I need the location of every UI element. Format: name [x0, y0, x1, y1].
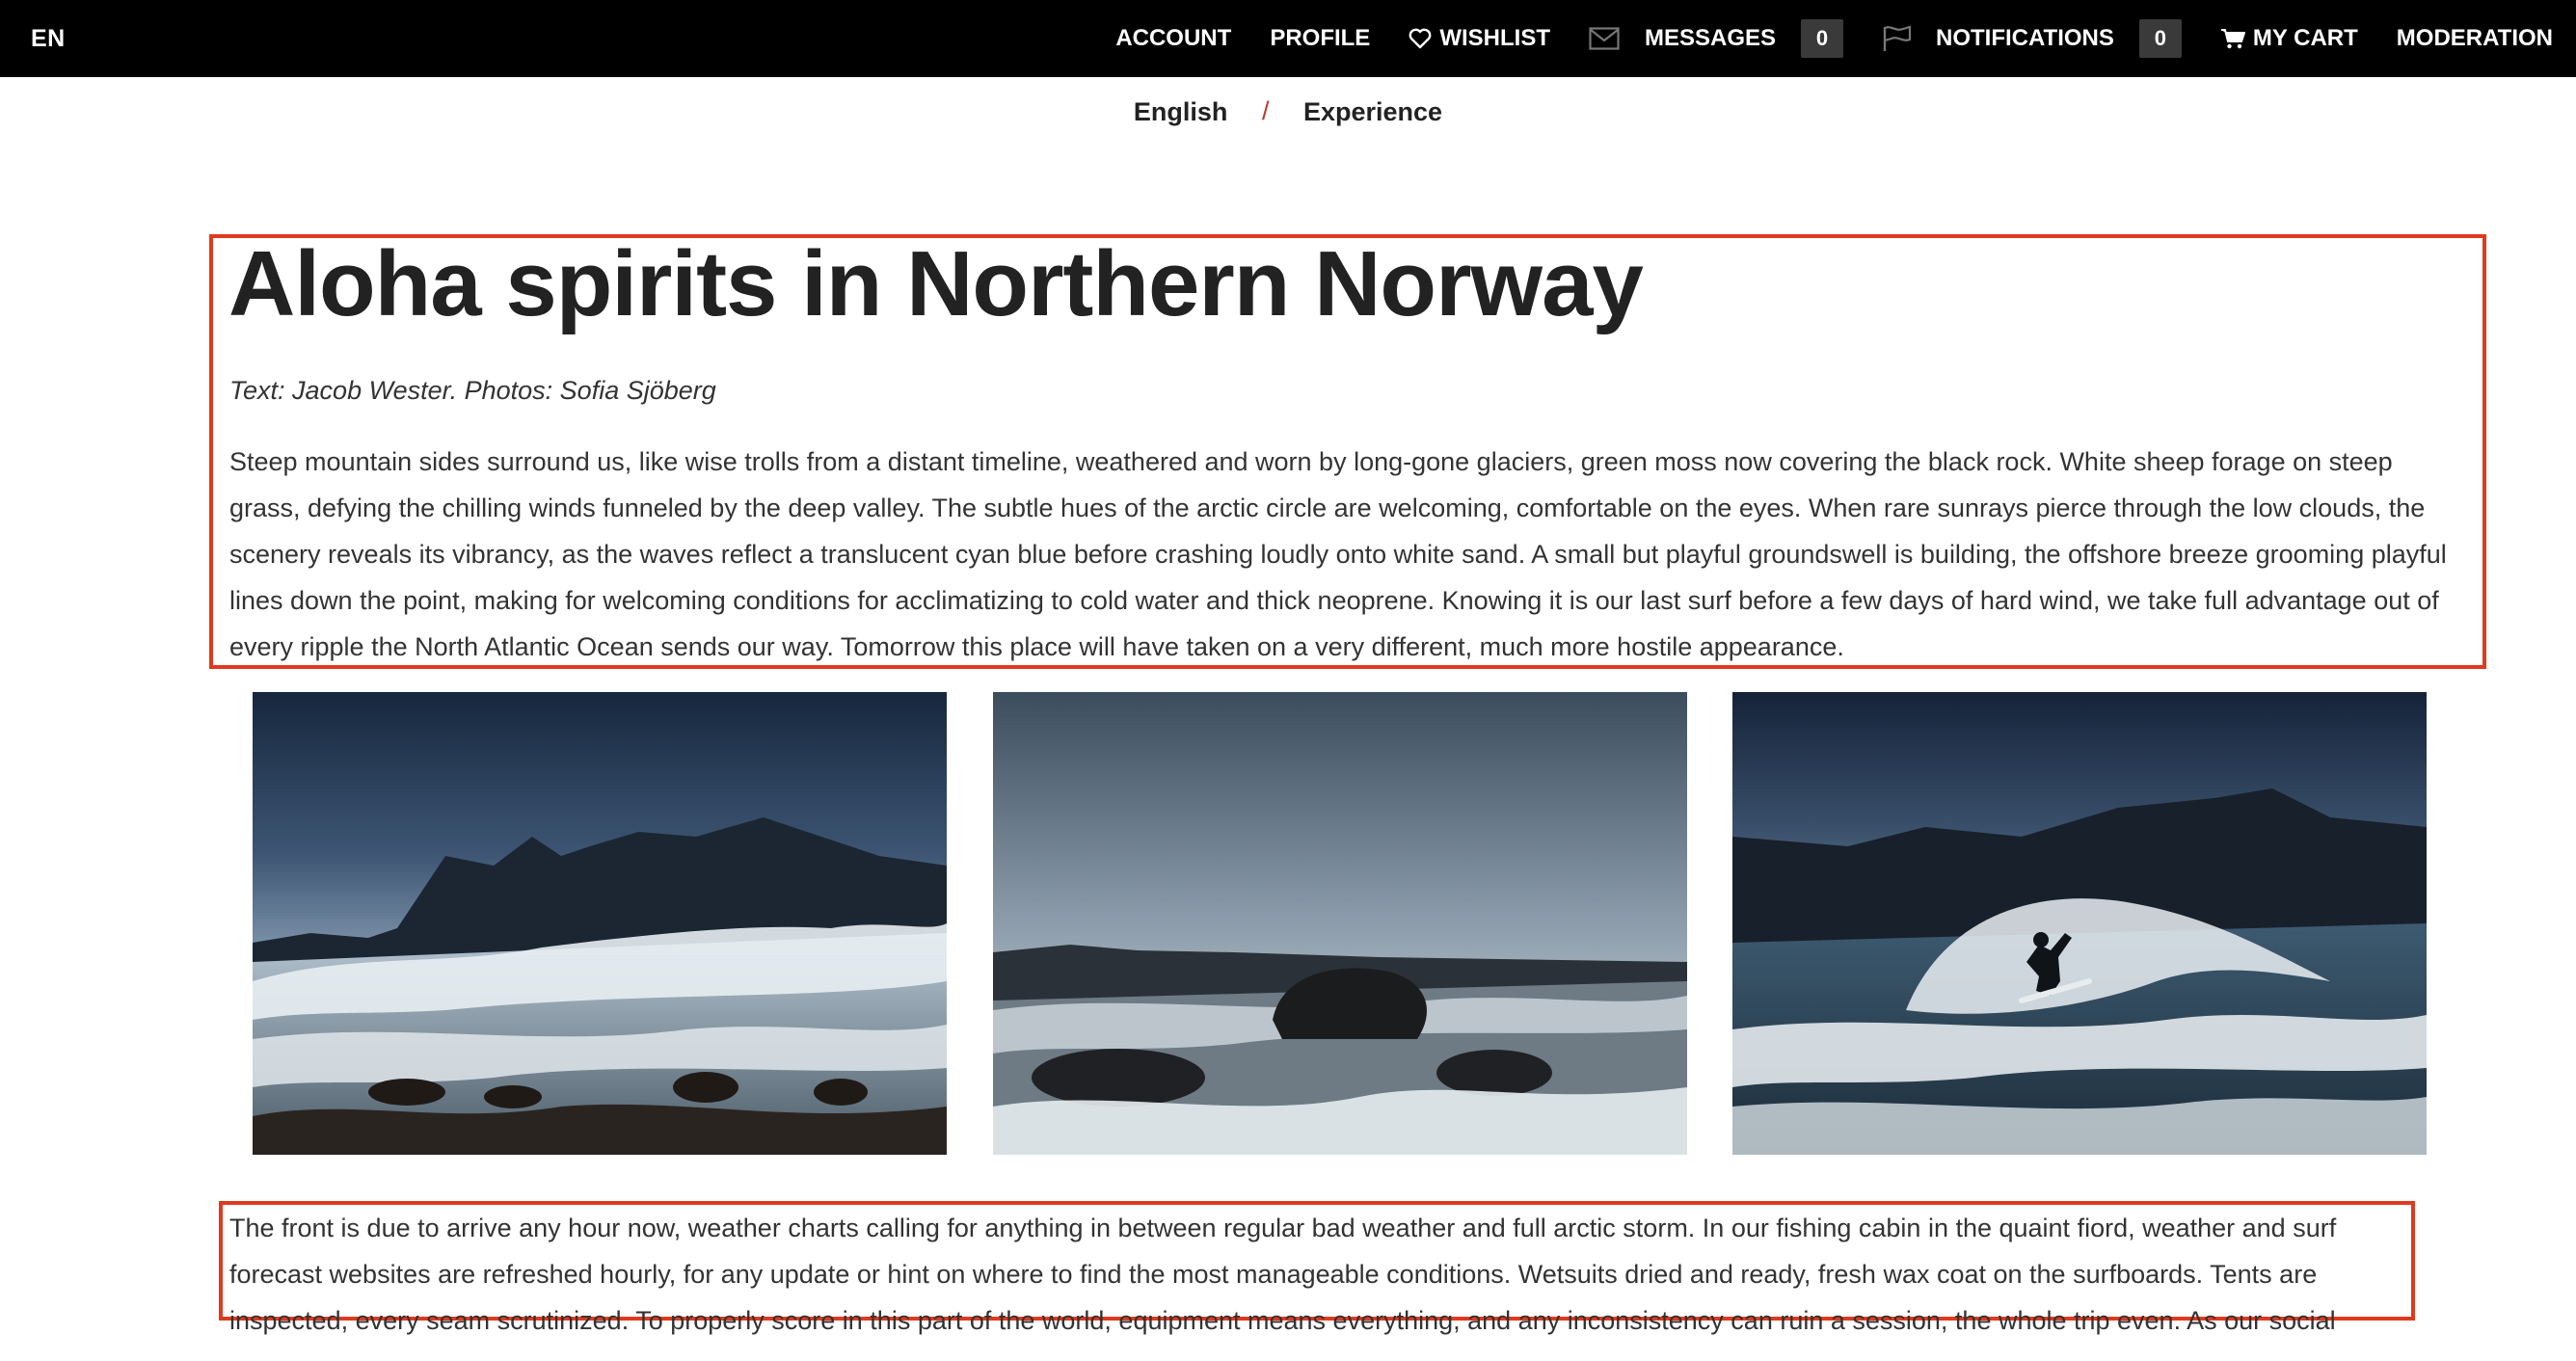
article-photo-surfer — [1732, 692, 2427, 1155]
breadcrumb-english[interactable]: English — [1133, 97, 1228, 127]
nav-cart[interactable] — [2220, 25, 2358, 52]
article-photo-rocks — [993, 692, 1687, 1155]
nav-account[interactable] — [1115, 25, 1231, 52]
envelope-icon — [1589, 27, 1620, 50]
user-nav — [1077, 0, 2553, 77]
nav-messages-label: MESSAGES — [1644, 25, 1777, 51]
nav-account-label: ACCOUNT — [1115, 25, 1232, 51]
article-byline: Text: Jacob Wester. Photos: Sofia Sjöberg — [229, 376, 716, 405]
heart-icon — [1409, 28, 1432, 49]
breadcrumb-experience[interactable]: Experience — [1302, 97, 1443, 127]
nav-moderation[interactable] — [2397, 25, 2553, 52]
language-switcher[interactable]: EN — [31, 25, 66, 52]
article-paragraph-1: Steep mountain sides surround us, like wise trolls from a distant timeline, weathered and worn by long-gone glaciers, green moss now covering the black rock. White sheep forage on steep grass, defying the chilling winds funneled by the deep valley. The subtle hues of the arctic circle are welcoming, comfortable on the eyes. When rare sunrays pierce through the low clouds, the scenery reveals its vibrancy, as the waves reflect a translucent cyan blue before crashing loudly onto white sand. A small but playful groundswell is building, the offshore breeze grooming playful lines down the point, making for welcoming conditions for acclimatizing to cold water and thick neoprene. Knowing it is our last surf before a few days of hard wind, we take full advantage out of every ripple the North Atlantic Ocean sends our way. Tomorrow this place will have taken on a very different, much more hostile appearance. — [229, 447, 2447, 661]
nav-notifications-label: NOTIFICATIONS — [1936, 25, 2114, 51]
cart-icon — [2220, 28, 2245, 49]
top-nav-bar — [0, 0, 2576, 77]
messages-count-badge: 0 — [1801, 19, 1843, 58]
notifications-count-badge: 0 — [2139, 19, 2182, 58]
nav-messages[interactable] — [1589, 19, 1843, 58]
nav-notifications[interactable] — [1882, 19, 2182, 58]
nav-moderation-label: MODERATION — [2396, 25, 2553, 51]
article-paragraph-2: The front is due to arrive any hour now, weather charts calling for anything in between regular bad weather and full arctic storm. In our fishing cabin in the quaint fiord, weather and surf forecast websites are refreshed hourly, for any update or hint on where to find the most manageable conditions. Wetsuits dried and ready, fresh wax coat on the surfboards. Tents are inspected, every seam scrutinized. To properly score in this part of the world, equipment means everything, and any inconsistency can ruin a session, the whole trip even. As our social — [229, 1214, 2337, 1335]
flag-icon — [1882, 25, 1913, 52]
nav-profile[interactable] — [1270, 25, 1370, 52]
paragraph-2-clip — [229, 1205, 2408, 1335]
nav-wishlist-label: WISHLIST — [1439, 25, 1550, 51]
nav-cart-label: MY CART — [2252, 25, 2358, 51]
breadcrumb-separator: / — [1261, 96, 1270, 125]
article-title: Aloha spirits in Northern Norway — [228, 232, 1643, 335]
nav-wishlist[interactable] — [1409, 25, 1550, 52]
breadcrumb — [0, 96, 2576, 127]
article-photo-mountains — [253, 692, 947, 1155]
nav-profile-label: PROFILE — [1270, 25, 1371, 51]
